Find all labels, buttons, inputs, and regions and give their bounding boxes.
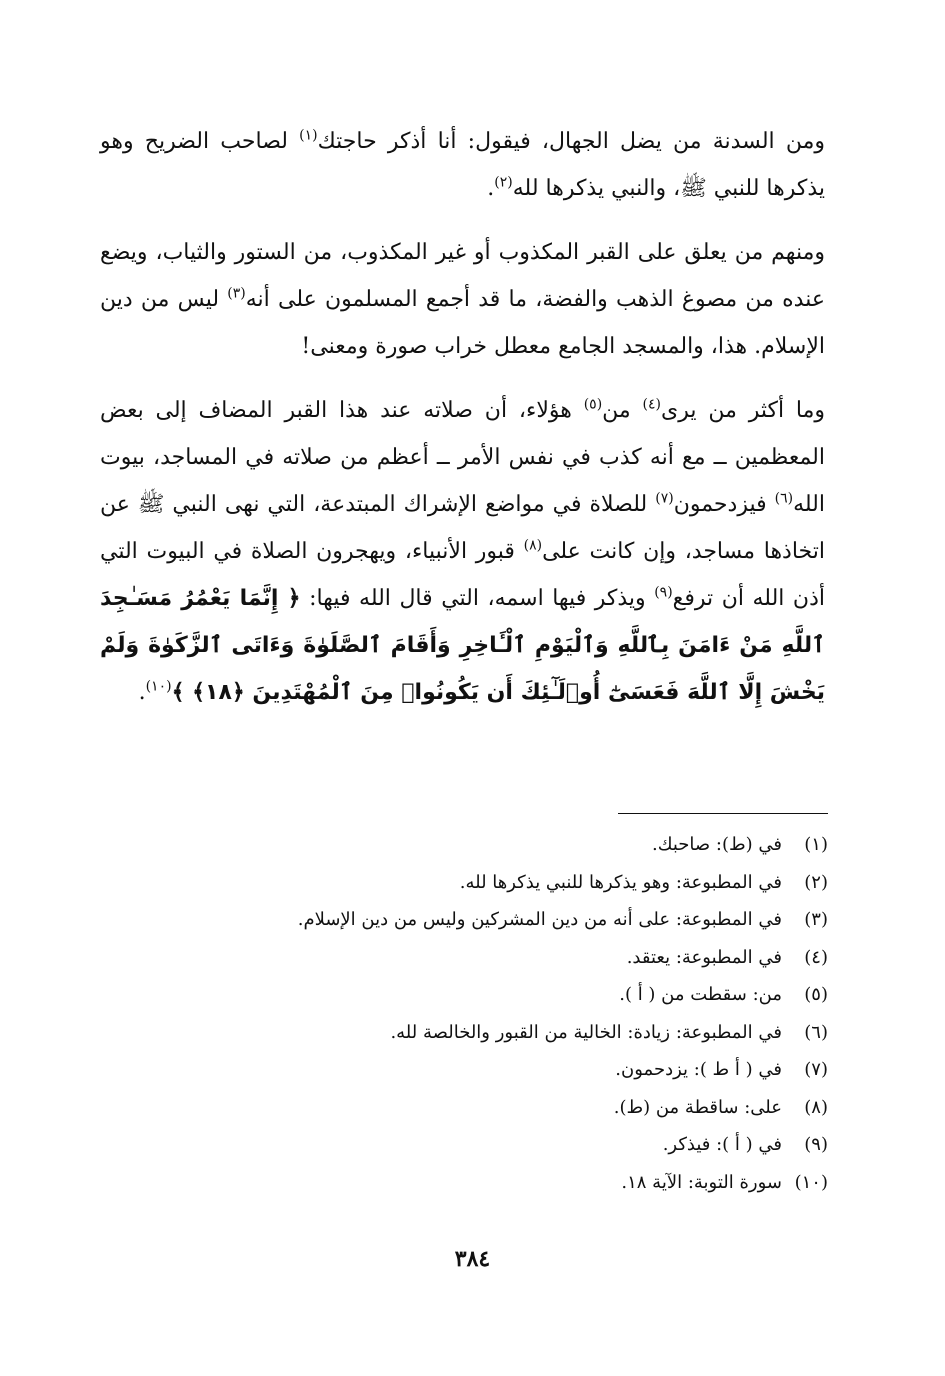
footnote-text: في المطبوعة: يعتقد.: [626, 946, 782, 968]
footnote-item: [128, 1014, 828, 1052]
footnote-text: في (ط): صاحبك.: [651, 834, 782, 855]
footnote-number: (١): [804, 834, 828, 855]
paragraph: [100, 387, 825, 716]
footnote-reference: (٨): [523, 537, 543, 554]
footnote-item: [128, 901, 828, 939]
paragraph-text: للصلاة في مواضع الإشراك المبتدعة، التي نهى النبي ﷺ عن اتخاذها مساجد، وإن كانت على: [100, 492, 825, 564]
paragraph-text: .: [487, 176, 495, 201]
footnote-reference: (٤): [642, 396, 662, 413]
paragraph-text: .: [138, 680, 146, 705]
footnote-reference: (٧): [655, 490, 674, 507]
footnote-reference: (١): [299, 127, 318, 144]
page-number: ٣٨٤: [454, 1246, 491, 1272]
footnote-item: [128, 1089, 828, 1127]
footnote-number: (٣): [804, 909, 828, 930]
footnote-reference: (٩): [654, 584, 673, 601]
footnote-number: (٢): [804, 871, 828, 893]
footnote-item: [128, 976, 828, 1014]
footnote-number: (٥): [804, 984, 828, 1005]
paragraph-text: من: [602, 398, 643, 423]
footnote-item: [128, 1164, 828, 1202]
footnote-text: في ( أ ): فيذكر.: [662, 1134, 782, 1155]
footnote-number: (٩): [804, 1134, 828, 1155]
footnote-number: (٦): [804, 1021, 828, 1043]
footnote-item: [128, 1126, 828, 1164]
paragraph-text: وما أكثر من يرى: [661, 398, 825, 423]
footnote-text: سورة التوبة: الآية ١٨.: [621, 1171, 782, 1193]
footnote-text: في المطبوعة: زيادة: الخالية من القبور والخالصة لله.: [390, 1021, 782, 1043]
footnotes-list: [128, 826, 828, 1201]
paragraph: [100, 118, 825, 212]
paragraph-text: ليس من دين الإسلام. هذا، والمسجد الجامع معطل خراب صورة ومعنى!: [100, 287, 825, 359]
paragraph-text: لصاحب الضريح وهو يذكرها للنبي ﷺ، والنبي يذكرها لله: [100, 129, 825, 201]
paragraph: [100, 229, 825, 370]
paragraph-text: ويذكر فيها اسمه، التي قال الله فيها:: [300, 586, 655, 611]
paragraph-text: فيزدحمون: [673, 492, 775, 517]
footnote-separator: [618, 813, 828, 814]
footnote-reference: (٦): [774, 490, 794, 507]
footnote-reference: (٥): [583, 396, 603, 413]
paragraph-text: ومنهم من يعلق على القبر المكذوب أو غير المكذوب، من الستور والثياب، ويضع عنده من مصوغ الذهب والفضة، ما قد أجمع المسلمون على أنه: [100, 240, 826, 312]
footnote-text: في المطبوعة: وهو يذكرها للنبي يذكرها لله.: [459, 871, 782, 893]
footnote-number: (٨): [804, 1096, 828, 1118]
footnote-reference: (١٠): [145, 678, 172, 695]
footnote-text: في المطبوعة: على أنه من دين المشركين وليس من دين الإسلام.: [297, 909, 782, 930]
footnote-reference: (٢): [494, 174, 513, 191]
paragraph-text: قبور الأنبياء، ويهجرون الصلاة في البيوت التي أذن الله أن ترفع: [100, 539, 826, 611]
main-text: [100, 118, 825, 716]
footnote-item: [128, 939, 828, 977]
footnote-number: (٤): [804, 946, 828, 968]
footnote-item: [128, 1051, 828, 1089]
footnote-number: (٧): [804, 1059, 828, 1080]
quran-verse: ﴿ إِنَّمَا يَعْمُرُ مَسَـٰجِدَ ٱللَّهِ مَنْ ءَامَنَ بِٱللَّهِ وَٱلْيَوْمِ ٱلْـَٔاخِرِ وَأَقَامَ ٱلصَّلَوٰةَ وَءَاتَى ٱلزَّكَوٰةَ وَلَمْ يَخْشَ إِلَّا ٱللَّهَ فَعَسَىٰٓ أُو۟لَـٰٓئِكَ أَن يَكُونُوا۟ مِنَ ٱلْمُهْتَدِينَ ﴿١٨﴾ ﴾: [100, 586, 825, 705]
footnote-number: (١٠): [794, 1171, 828, 1193]
footnote-text: في ( أ ط ): يزدحمون.: [615, 1059, 782, 1080]
footnote-text: من: سقطت من ( أ ).: [619, 984, 782, 1005]
footnote-item: [128, 826, 828, 864]
footnote-text: على: ساقطة من (ط).: [613, 1096, 782, 1118]
footnote-reference: (٣): [227, 285, 246, 302]
footnote-item: [128, 864, 828, 902]
paragraph-text: ومن السدنة من يضل الجهال، فيقول: أنا أذكر حاجتك: [317, 129, 825, 154]
paragraph-text: هؤلاء، أن صلاته عند هذا القبر المضاف إلى بعض المعظمين ــ مع أنه كذب في نفس الأمر ــ أعظم من صلاته في المساجد، بيوت الله: [100, 398, 825, 517]
